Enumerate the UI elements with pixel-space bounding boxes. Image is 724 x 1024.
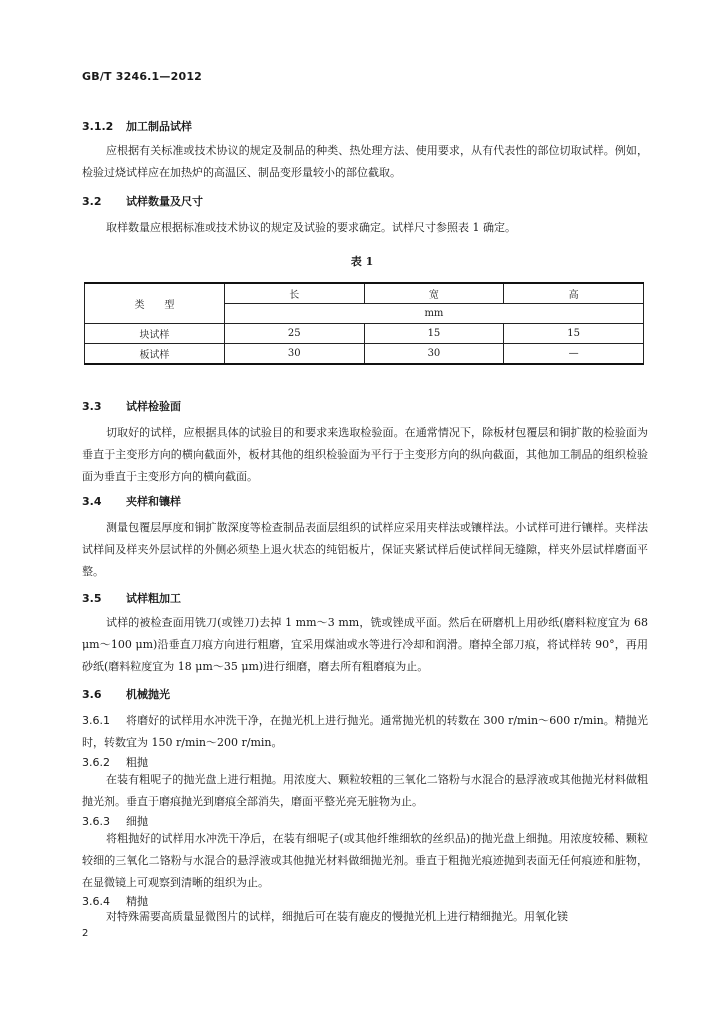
row-wide: 15 [364, 324, 504, 344]
section-body: 将磨好的试样用水冲洗干净，在抛光机上进行抛光。通常抛光机的转数在 300 r/min～600 r/min。精抛光时，转数宜为 150 r/min～200 r/min。 [82, 714, 648, 749]
section-title: 加工制品试样 [126, 120, 192, 133]
heading-3-6-3 [82, 813, 148, 829]
section-title: 精抛 [126, 895, 148, 908]
unit-cell: mm [224, 304, 643, 324]
heading-3-6-2 [82, 754, 148, 770]
section-number: 3.4 [82, 495, 102, 508]
paragraph-3-6-3: 将粗抛好的试样用水冲洗干净后，在装有细呢子(或其他纤维细软的丝织品)的抛光盘上细抛。用浓度较稀、颗粒较细的三氧化二铬粉与水混合的悬浮液或其他抛光材料做细抛光剂。垂直于粗抛光痕迹抛到表面无任何痕迹和脏物，在显微镜上可观察到清晰的组织为止。 [82, 832, 648, 889]
heading-3-1-2 [82, 118, 192, 134]
col-high-header: 高 [504, 283, 644, 304]
section-number: 3.6 [82, 688, 102, 701]
row-high: 15 [504, 324, 644, 344]
section-title: 细抛 [126, 815, 148, 828]
heading-3-3 [82, 398, 181, 414]
row-type: 板试样 [85, 344, 225, 365]
section-number: 3.5 [82, 592, 102, 605]
paragraph-3-2: 取样数量应根据标准或技术协议的规定及试验的要求确定。试样尺寸参照表 1 确定。 [106, 221, 516, 234]
paragraph-3-6-4: 对特殊需要高质量显微图片的试样，细抛后可在装有鹿皮的慢抛光机上进行精细抛光。用氧化镁 [106, 910, 568, 923]
section-title: 机械抛光 [126, 688, 170, 701]
section-number: 3.1.2 [82, 120, 114, 133]
page-number: 2 [82, 928, 89, 939]
row-long: 30 [224, 344, 364, 365]
paragraph-3-6-1 [82, 710, 648, 754]
table-caption: 表 1 [350, 255, 374, 268]
paragraph-3-3: 切取好的试样，应根据具体的试验目的和要求来选取检验面。在通常情况下，除板材包覆层和铜扩散的检验面为垂直于主变形方向的横向截面外，板材其他的组织检验面为平行于主变形方向的纵向截面，其他加工制品的组织检验面为垂直于主变形方向的横向截面。 [82, 426, 648, 483]
section-title: 试样粗加工 [126, 592, 181, 605]
row-wide: 30 [364, 344, 504, 365]
table-row [85, 324, 644, 344]
section-number: 3.3 [82, 400, 102, 413]
section-title: 夹样和镶样 [126, 495, 181, 508]
section-title: 试样数量及尺寸 [126, 195, 203, 208]
table-row [85, 344, 644, 365]
sample-size-table [84, 282, 644, 365]
type-header: 类 型 [85, 283, 225, 324]
section-title: 粗抛 [126, 756, 148, 769]
row-type: 块试样 [85, 324, 225, 344]
paragraph-3-1-2: 应根据有关标准或技术协议的规定及制品的种类、热处理方法、使用要求，从有代表性的部位切取试样。例如，检验过烧试样应在加热炉的高温区、制品变形量较小的部位截取。 [82, 144, 648, 179]
col-long-header: 长 [224, 283, 364, 304]
paragraph-3-6-2: 在装有粗呢子的抛光盘上进行粗抛。用浓度大、颗粒较粗的三氧化二铬粉与水混合的悬浮液或其他抛光材料做粗抛光剂。垂直于磨痕抛光到磨痕全部消失，磨面平整光亮无脏物为止。 [82, 773, 648, 808]
heading-3-2 [82, 193, 203, 209]
paragraph-3-5: 试样的被检查面用铣刀(或锉刀)去掉 1 mm～3 mm，铣或锉成平面。然后在研磨机上用砂纸(磨料粒度宜为 68 μm～100 μm)沿垂直刀痕方向进行粗磨，宜采用煤油或水等进行冷却和润滑。磨掉全部刀痕，将试样转 90°，再用砂纸(磨料粒度宜为 18 μm～35 μm)进行细磨，磨去所有粗磨痕为止。 [82, 616, 648, 673]
section-number: 3.6.1 [82, 714, 110, 727]
heading-3-5 [82, 590, 181, 606]
table-header-row [85, 283, 644, 304]
paragraph-3-4: 测量包覆层厚度和铜扩散深度等检查制品表面层组织的试样应采用夹样法或镶样法。小试样可进行镶样。夹样法试样间及样夹外层试样的外侧必须垫上退火状态的纯铝板片，保证夹紧试样后使试样间无缝隙，样夹外层试样磨面平整。 [82, 521, 648, 578]
section-number: 3.6.2 [82, 756, 110, 769]
section-number: 3.2 [82, 195, 102, 208]
heading-3-4 [82, 493, 181, 509]
standard-header: GB/T 3246.1—2012 [82, 70, 203, 83]
row-high: — [504, 344, 644, 365]
section-title: 试样检验面 [126, 400, 181, 413]
row-long: 25 [224, 324, 364, 344]
heading-3-6 [82, 686, 170, 702]
section-number: 3.6.4 [82, 895, 110, 908]
section-number: 3.6.3 [82, 815, 110, 828]
col-wide-header: 宽 [364, 283, 504, 304]
